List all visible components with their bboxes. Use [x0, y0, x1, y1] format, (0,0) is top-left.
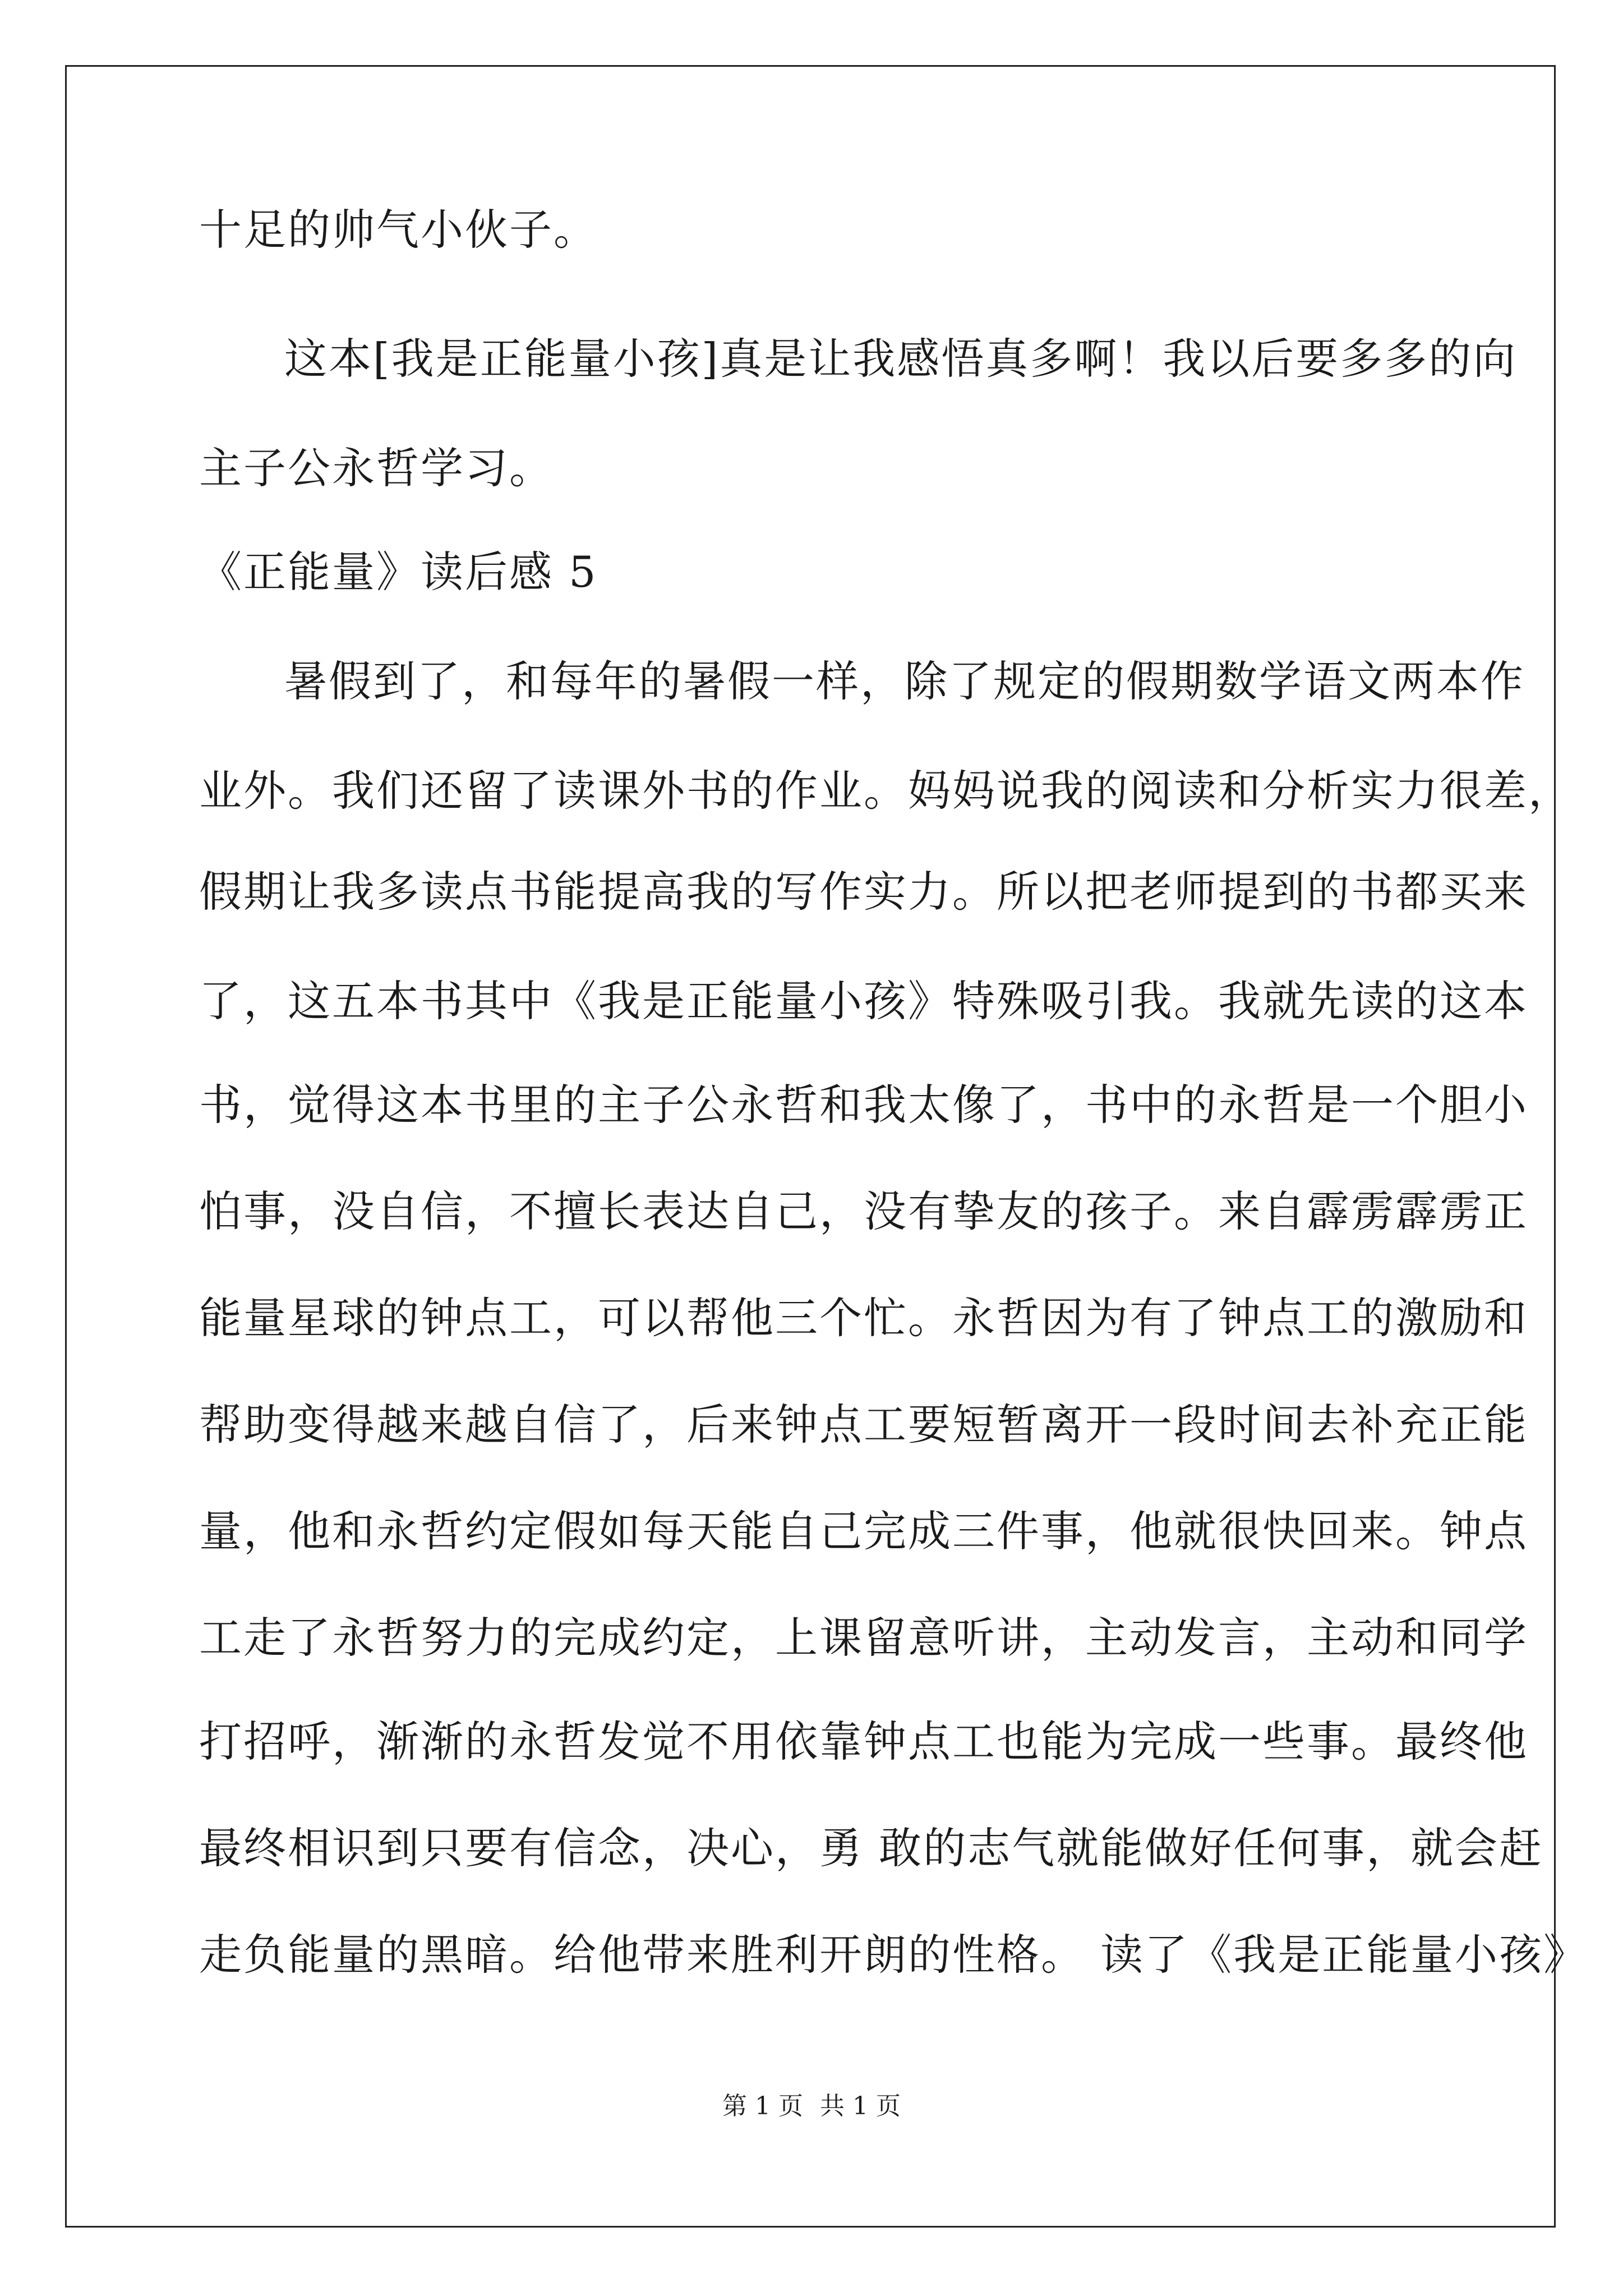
text-line: 最终相识到只要有信念，决心，勇 敢的志气就能做好任何事，就会赶	[199, 1823, 1544, 1873]
paragraph-start: 暑假到了，和每年的暑假一样，除了规定的假期数学语文两本作	[284, 656, 1525, 706]
text-line: 主子公永哲学习。	[199, 443, 554, 493]
text-line: 业外。我们还留了读课外书的作业。妈妈说我的阅读和分析实力很差，	[199, 766, 1573, 816]
page-number-current: 第 1 页	[722, 2092, 803, 2120]
text-line: 了，这五本书其中《我是正能量小孩》特殊吸引我。我就先读的这本	[199, 976, 1528, 1026]
text-line: 书，觉得这本书里的主子公永哲和我太像了，书中的永哲是一个胆小	[199, 1080, 1528, 1130]
text-line: 能量星球的钟点工，可以帮他三个忙。永哲因为有了钟点工的激励和	[199, 1293, 1528, 1343]
text-line: 工走了永哲努力的完成约定，上课留意听讲，主动发言，主动和同学	[199, 1613, 1528, 1663]
text-line: 打招呼，渐渐的永哲发觉不用依靠钟点工也能为完成一些事。最终他	[199, 1717, 1528, 1766]
text-line: 量，他和永哲约定假如每天能自己完成三件事，他就很快回来。钟点	[199, 1506, 1528, 1556]
page-number-total: 共 1 页	[820, 2092, 901, 2120]
text-line: 假期让我多读点书能提高我的写作实力。所以把老师提到的书都买来	[199, 867, 1528, 917]
text-line: 帮助变得越来越自信了，后来钟点工要短暂离开一段时间去补充正能	[199, 1400, 1528, 1450]
text-line: 十足的帅气小伙子。	[199, 205, 598, 255]
text-line: 走负能量的黑暗。给他带来胜利开朗的性格。 读了《我是正能量小孩》	[199, 1930, 1588, 1980]
page-footer	[0, 2090, 1623, 2123]
page-border	[65, 65, 1556, 2228]
paragraph-start: 这本[我是正能量小孩]真是让我感悟真多啊！我以后要多多的向	[284, 334, 1518, 384]
section-heading: 《正能量》读后感 5	[199, 547, 598, 597]
text-line: 怕事，没自信，不擅长表达自己，没有挚友的孩子。来自霹雳霹雳正	[199, 1186, 1528, 1236]
